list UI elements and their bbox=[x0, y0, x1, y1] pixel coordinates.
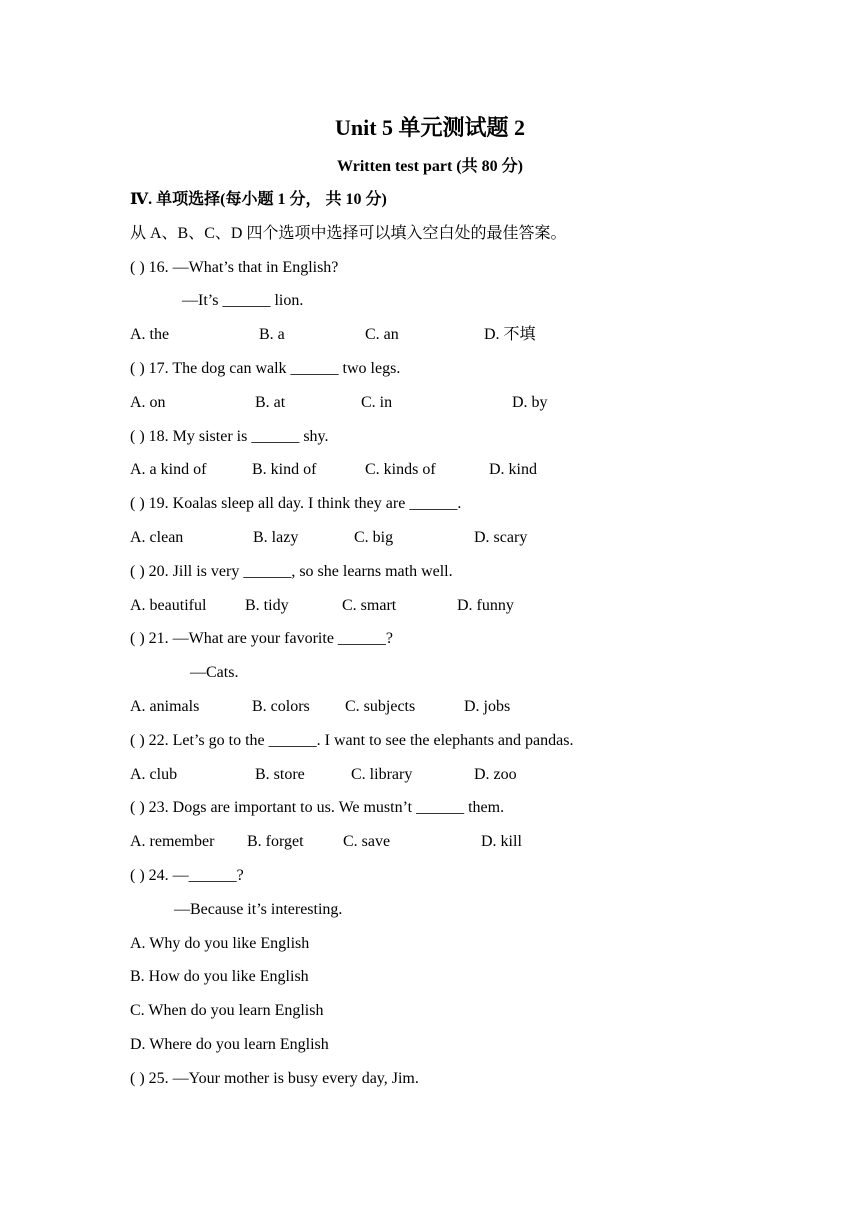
option-a: A. the bbox=[130, 326, 170, 344]
page-subtitle: Written test part (共 80 分) bbox=[337, 158, 523, 175]
question-24-option-c: C. When do you learn English bbox=[130, 1002, 324, 1020]
question-21-answer-line: —Cats. bbox=[190, 664, 239, 682]
option-a: A. clean bbox=[130, 528, 184, 546]
option-a: A. beautiful bbox=[130, 596, 207, 614]
question-23-options bbox=[130, 829, 830, 863]
option-a: A. on bbox=[130, 393, 166, 411]
question-18-stem: ( ) 18. My sister is ______ shy. bbox=[130, 427, 329, 445]
question-20-stem: ( ) 20. Jill is very ______, so she learns math well. bbox=[130, 562, 453, 580]
option-d: D. zoo bbox=[474, 765, 517, 783]
option-b: B. colors bbox=[252, 697, 310, 715]
option-c: C. big bbox=[354, 528, 394, 546]
option-c: C. smart bbox=[342, 596, 397, 614]
option-d: D. kill bbox=[481, 833, 522, 851]
question-21-options bbox=[130, 694, 830, 728]
question-23-stem: ( ) 23. Dogs are important to us. We mustn’t ______ them. bbox=[130, 799, 505, 817]
option-c: C. kinds of bbox=[365, 461, 436, 479]
option-c: C. library bbox=[351, 765, 413, 783]
option-b: B. store bbox=[255, 765, 305, 783]
option-b: B. tidy bbox=[245, 596, 289, 614]
option-d: D. funny bbox=[457, 596, 514, 614]
option-d: D. jobs bbox=[464, 697, 511, 715]
option-a: A. remember bbox=[130, 833, 215, 851]
option-d: D. kind bbox=[489, 461, 537, 479]
question-24-option-b: B. How do you like English bbox=[130, 968, 309, 986]
option-d: D. scary bbox=[474, 528, 528, 546]
question-24-option-d: D. Where do you learn English bbox=[130, 1035, 329, 1053]
option-c: C. subjects bbox=[345, 697, 416, 715]
question-section bbox=[130, 187, 830, 1100]
section-heading: Ⅳ. 单项选择(每小题 1 分， 共 10 分) bbox=[130, 191, 387, 208]
option-b: B. forget bbox=[247, 833, 304, 851]
question-16-options bbox=[130, 322, 830, 356]
option-d: D. by bbox=[512, 393, 548, 411]
question-18-options bbox=[130, 457, 830, 491]
question-19-options bbox=[130, 525, 830, 559]
option-a: A. a kind of bbox=[130, 461, 207, 479]
question-17-stem: ( ) 17. The dog can walk ______ two legs. bbox=[130, 359, 401, 377]
question-16-answer-line: —It’s ______ lion. bbox=[182, 292, 304, 310]
option-a: A. animals bbox=[130, 697, 200, 715]
page-title: Unit 5 单元测试题 2 bbox=[334, 115, 526, 140]
question-22-stem: ( ) 22. Let’s go to the ______. I want to see the elephants and pandas. bbox=[130, 731, 574, 749]
section-instruction: 从 A、B、C、D 四个选项中选择可以填入空白处的最佳答案。 bbox=[130, 224, 567, 242]
question-17-options bbox=[130, 390, 830, 424]
question-21-stem: ( ) 21. —What are your favorite ______? bbox=[130, 630, 394, 648]
option-b: B. at bbox=[255, 393, 286, 411]
option-c: C. save bbox=[343, 833, 391, 851]
option-a: A. club bbox=[130, 765, 178, 783]
option-d: D. 不填 bbox=[484, 326, 536, 344]
option-b: B. kind of bbox=[252, 461, 317, 479]
question-25-stem: ( ) 25. —Your mother is busy every day, Jim. bbox=[130, 1069, 419, 1087]
option-c: C. an bbox=[365, 326, 399, 344]
question-19-stem: ( ) 19. Koalas sleep all day. I think they are ______. bbox=[130, 495, 462, 513]
option-b: B. lazy bbox=[253, 528, 299, 546]
option-c: C. in bbox=[361, 393, 393, 411]
question-24-option-a: A. Why do you like English bbox=[130, 934, 310, 952]
question-22-options bbox=[130, 762, 830, 796]
question-24-answer-line: —Because it’s interesting. bbox=[174, 900, 343, 918]
option-b: B. a bbox=[259, 326, 285, 344]
question-24-stem: ( ) 24. —______? bbox=[130, 866, 244, 884]
question-20-options bbox=[130, 593, 830, 627]
question-16-stem: ( ) 16. —What’s that in English? bbox=[130, 258, 339, 276]
